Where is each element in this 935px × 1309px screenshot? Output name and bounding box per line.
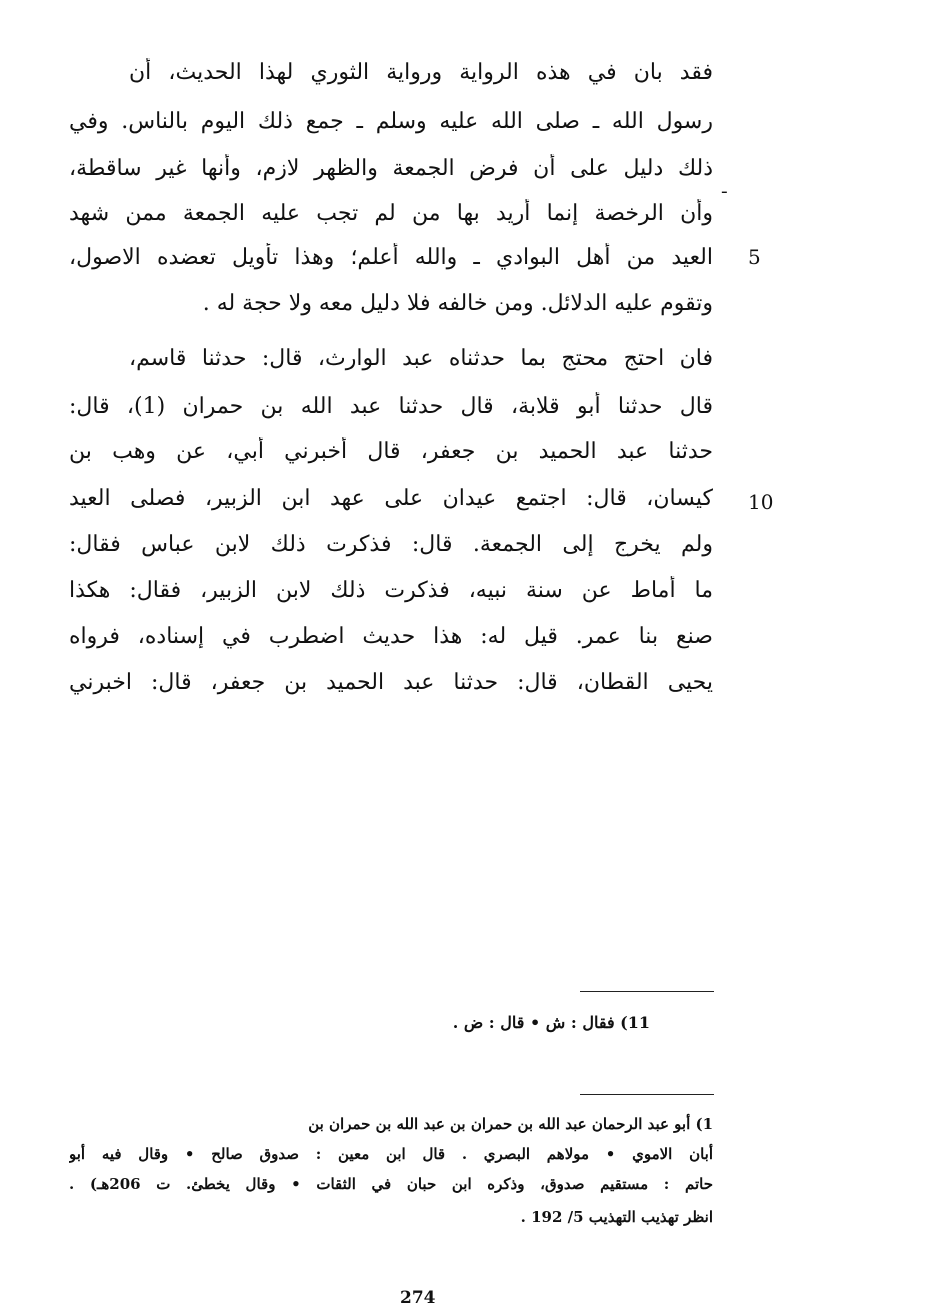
body-line: قال حدثنا أبو قلابة، قال حدثنا عبد الله بن حمران (1)، قال: xyxy=(69,394,713,419)
margin-mark: ـ xyxy=(722,178,727,197)
body-line: ذلك دليل على أن فرض الجمعة والظهر لازم، وأنها غير ساقطة، xyxy=(69,156,713,181)
line-number: 10 xyxy=(748,490,774,514)
body-line: كيسان، قال: اجتمع عيدان على عهد ابن الزبير، فصلى العيد xyxy=(69,486,713,511)
body-line: يحيى القطان، قال: حدثنا عبد الحميد بن جعفر، قال: اخبرني xyxy=(69,670,713,695)
footnote-line: انظر تهذيب التهذيب 5/ 192 . xyxy=(520,1208,713,1226)
body-line: رسول الله ـ صلى الله عليه وسلم ـ جمع ذلك اليوم بالناس. وفي xyxy=(69,109,713,134)
body-line: وأن الرخصة إنما أريد بها من لم تجب عليه الجمعة ممن شهد xyxy=(69,201,713,226)
footnote-rule xyxy=(580,1094,714,1095)
footnote-line: 1) أبو عبد الرحمان عبد الله بن حمران بن عبد الله بن حمران بن xyxy=(308,1115,713,1133)
footnote-line: أبان الاموي • مولاهم البصري . قال ابن معين : صدوق صالح • وقال فيه أبو xyxy=(69,1145,713,1163)
body-line: وتقوم عليه الدلائل. ومن خالفه فلا دليل معه ولا حجة له . xyxy=(202,291,713,316)
page-number: 274 xyxy=(400,1288,436,1308)
body-line: العيد من أهل البوادي ـ والله أعلم؛ وهذا تأويل تعضده الاصول، xyxy=(69,245,713,270)
body-line: ما أماط عن سنة نبيه، فذكرت ذلك لابن الزبير، فقال: هكذا xyxy=(69,578,713,603)
line-number: 5 xyxy=(748,245,761,269)
apparatus-rule xyxy=(580,991,714,992)
footnote-line: حاتم : مستقيم صدوق، وذكره ابن حبان في الثقات • وقال يخطئ. ت 206هـ) . xyxy=(69,1175,713,1193)
body-line: حدثنا عبد الحميد بن جعفر، قال أخبرني أبي، عن وهب بن xyxy=(69,439,713,464)
apparatus-note: 11) فقال : ش • قال : ض . xyxy=(452,1013,650,1032)
body-line: فقد بان في هذه الرواية ورواية الثوري لهذا الحديث، أن xyxy=(129,60,713,85)
body-line: صنع بنا عمر. قيل له: هذا حديث اضطرب في إسناده، فرواه xyxy=(69,624,713,649)
body-line: فان احتج محتج بما حدثناه عبد الوارث، قال: حدثنا قاسم، xyxy=(129,346,713,371)
body-line: ولم يخرج إلى الجمعة. قال: فذكرت ذلك لابن عباس فقال: xyxy=(69,532,713,557)
